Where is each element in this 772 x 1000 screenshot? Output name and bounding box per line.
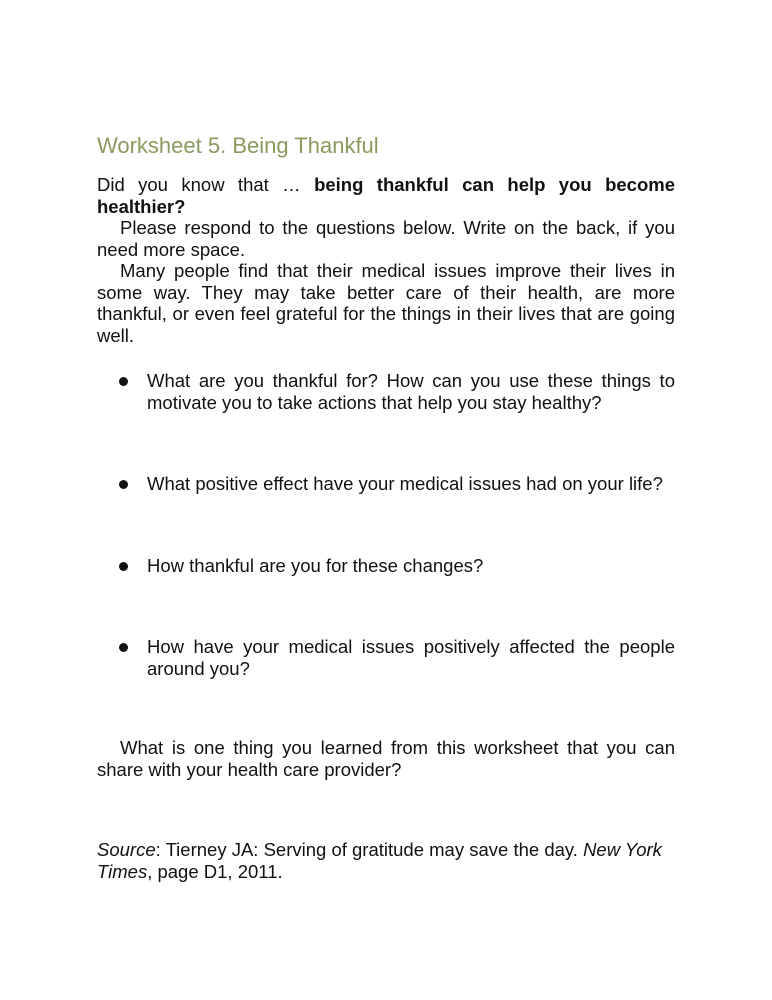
context-paragraph: Many people find that their medical issues improve their lives in some way. They may take better care of their health, are more thankful, or even feel grateful for the things in their lives that are going well.	[97, 260, 675, 346]
source-details: , page D1, 2011.	[147, 860, 283, 882]
question-item	[97, 473, 675, 495]
worksheet-title: Worksheet 5. Being Thankful	[97, 133, 379, 158]
intro-emphasis: being thankful can help you become healthier?	[97, 174, 675, 217]
question-item	[97, 555, 675, 577]
bullet-icon	[119, 377, 128, 386]
question-item	[97, 636, 675, 679]
bullet-icon	[119, 480, 128, 489]
source-publication: New York Times	[97, 839, 662, 882]
closing-question: What is one thing you learned from this worksheet that you can share with your health care provider?	[97, 737, 675, 780]
intro-lead: Did you know that …	[97, 174, 315, 195]
intro-question	[97, 174, 675, 217]
bullet-icon	[119, 562, 128, 571]
worksheet-page	[97, 132, 675, 882]
question-text: How thankful are you for these changes?	[147, 554, 484, 576]
instructions-paragraph: Please respond to the questions below. Write on the back, if you need more space.	[97, 217, 675, 260]
question-text: What positive effect have your medical issues had on your life?	[147, 473, 663, 494]
question-text: How have your medical issues positively affected the people around you?	[147, 636, 675, 679]
source-label: Source	[97, 839, 156, 860]
question-list	[97, 370, 675, 679]
source-citation	[97, 839, 675, 882]
bullet-icon	[119, 643, 128, 652]
question-text: What are you thankful for? How can you use these things to motivate you to take actions that help you stay healthy?	[147, 370, 675, 413]
question-item	[97, 370, 675, 413]
source-text: : Tierney JA: Serving of gratitude may save the day.	[155, 839, 584, 860]
